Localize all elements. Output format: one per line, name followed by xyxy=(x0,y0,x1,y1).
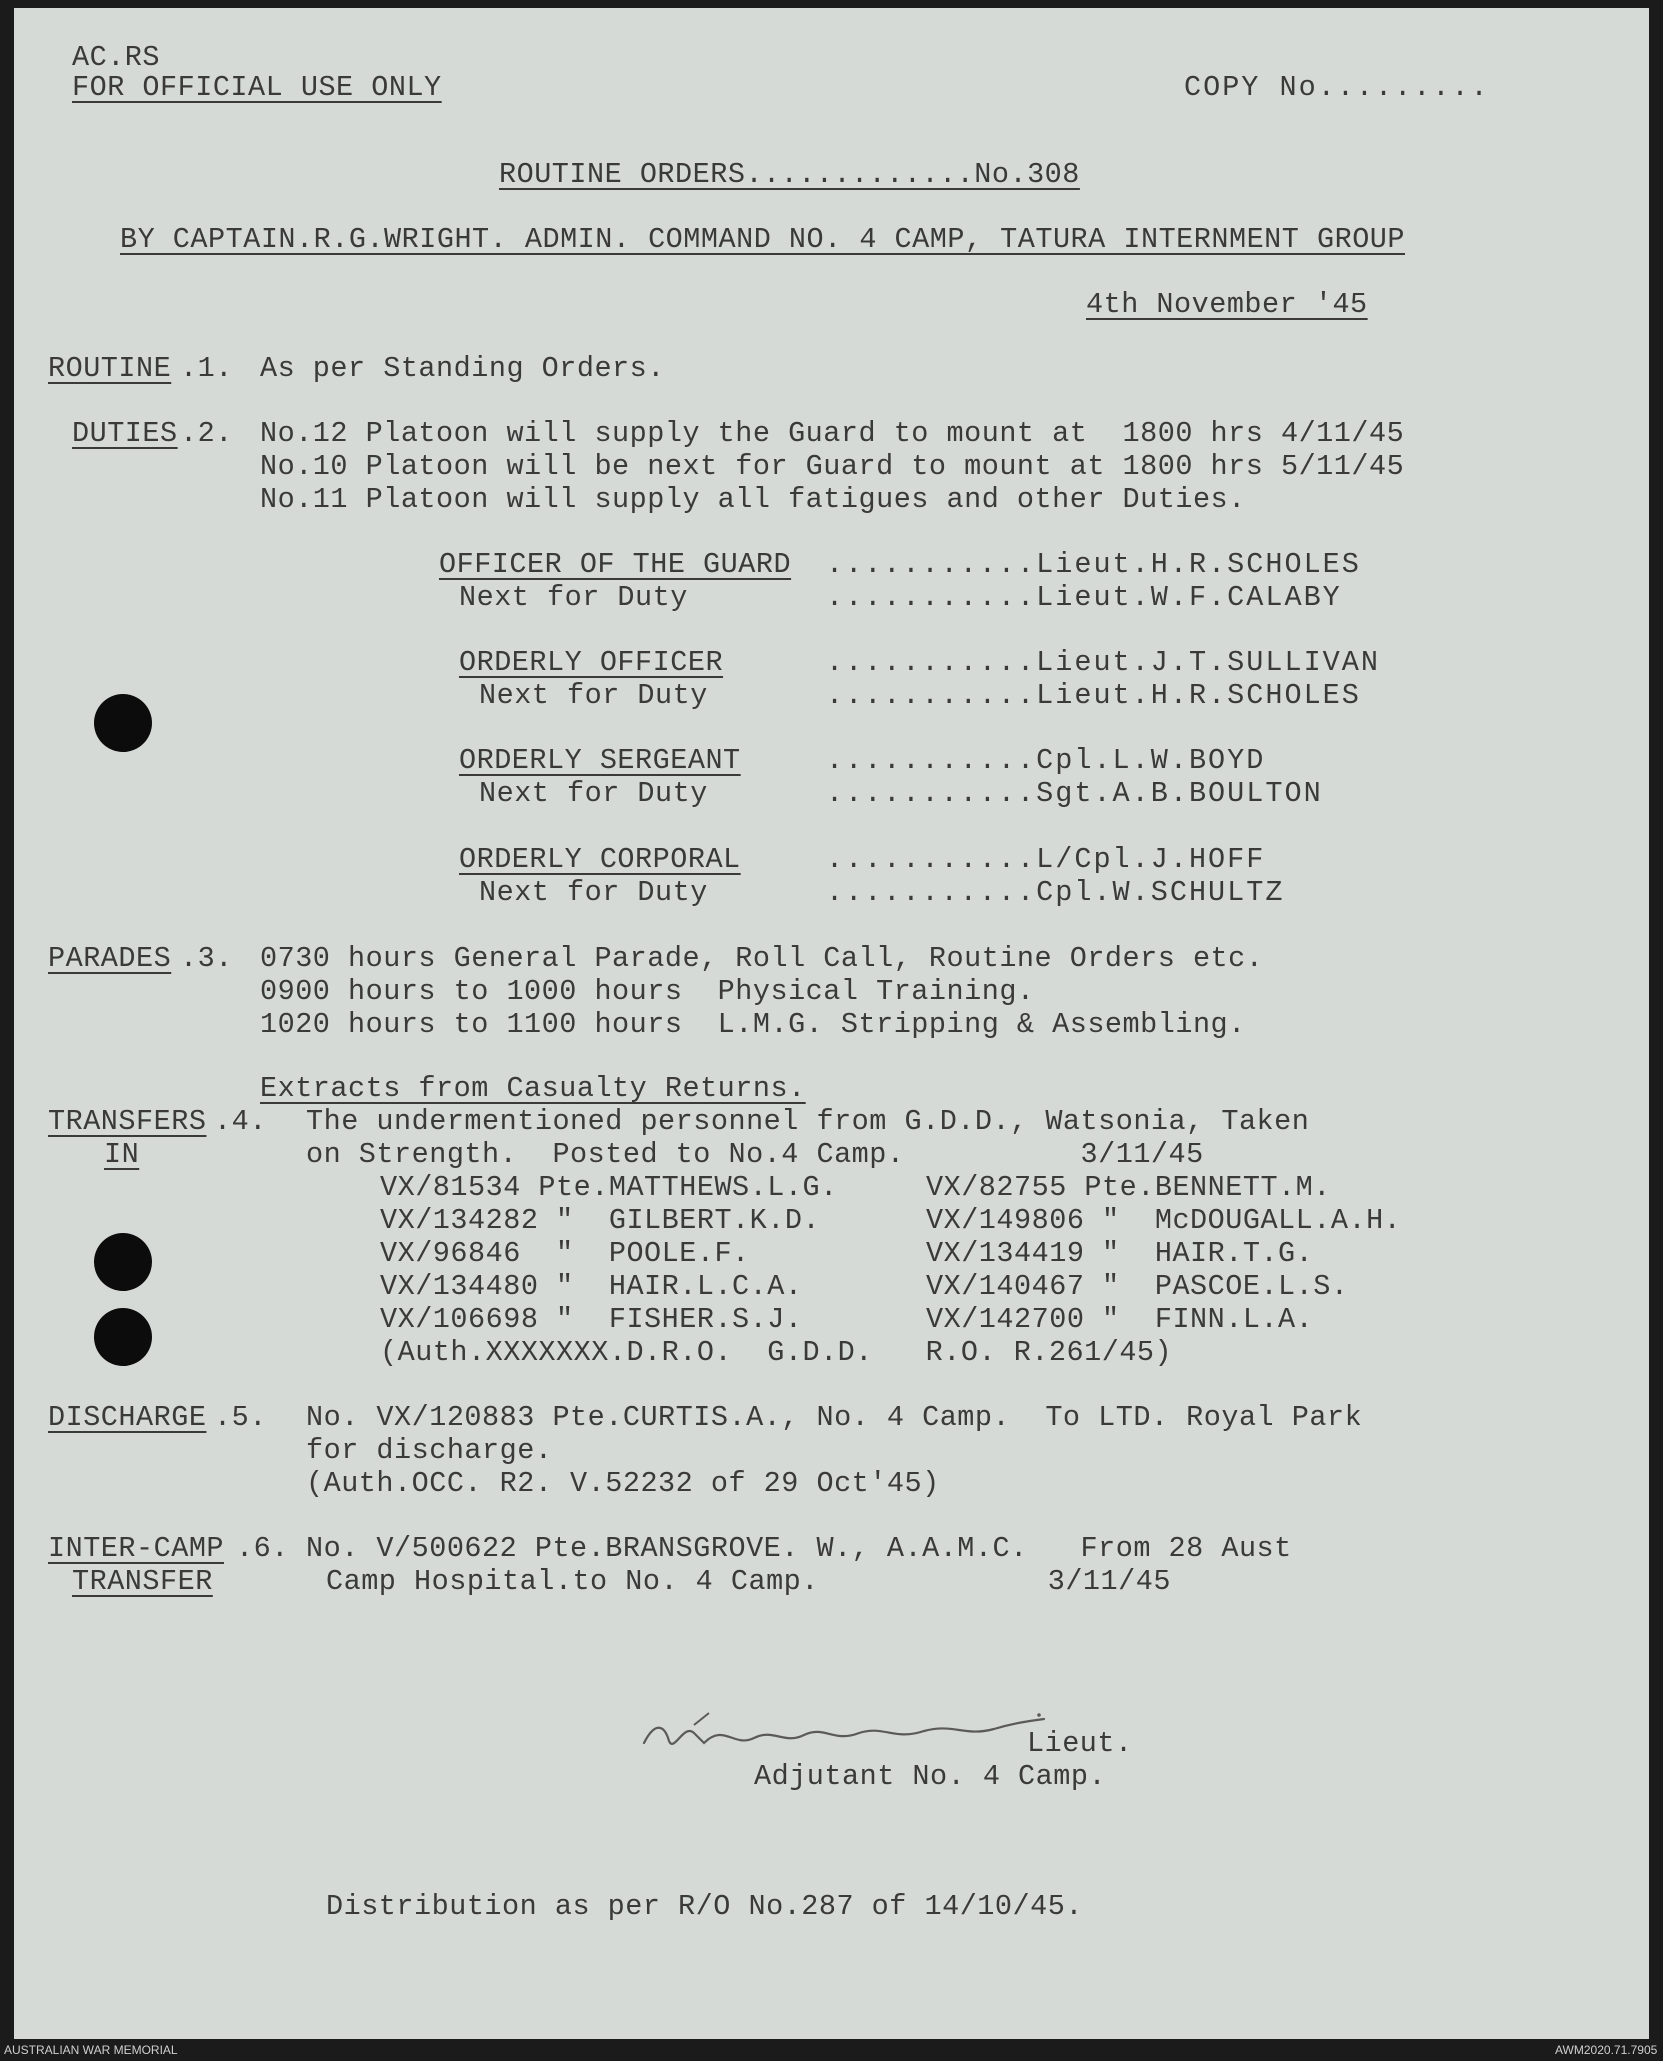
signatory-rank: Lieut. xyxy=(1027,1727,1133,1760)
restriction-notice: FOR OFFICIAL USE ONLY xyxy=(72,71,442,104)
transfers-label-in: IN xyxy=(104,1138,140,1171)
duties-line: No.10 Platoon will be next for Guard to mount at 1800 hrs 5/11/45 xyxy=(260,450,1405,483)
intercamp-line: No. V/500622 Pte.BRANSGROVE. W., A.A.M.C. From 28 Aust xyxy=(306,1532,1292,1565)
routine-text: As per Standing Orders. xyxy=(260,352,665,385)
reference-code: AC.RS xyxy=(72,41,161,74)
transfers-line: The undermentioned personnel from G.D.D., Watsonia, Taken xyxy=(306,1105,1310,1138)
discharge-line: (Auth.OCC. R2. V.52232 of 29 Oct'45) xyxy=(306,1467,940,1500)
roster-name: ...........Cpl.L.W.BOYD xyxy=(826,744,1266,777)
roster-next-label: Next for Duty xyxy=(479,679,708,712)
copy-number: COPY No......... xyxy=(1184,71,1490,104)
routine-label: ROUTINE xyxy=(48,352,172,385)
roster-name: ...........Lieut.H.R.SCHOLES xyxy=(826,548,1361,581)
document-page xyxy=(14,8,1649,2039)
personnel-entry: VX/149806 " McDOUGALL.A.H. xyxy=(926,1204,1402,1237)
routine-number: .1. xyxy=(180,352,233,385)
discharge-label: DISCHARGE xyxy=(48,1401,207,1434)
document-date: 4th November '45 xyxy=(1086,288,1368,321)
duties-line: No.12 Platoon will supply the Guard to mount at 1800 hrs 4/11/45 xyxy=(260,417,1405,450)
duties-label: DUTIES xyxy=(72,417,178,450)
intercamp-label-transfer: TRANSFER xyxy=(72,1565,213,1598)
roster-name: ...........L/Cpl.J.HOFF xyxy=(826,843,1266,876)
roster-next-label: Next for Duty xyxy=(459,581,688,614)
roster-next-label: Next for Duty xyxy=(479,876,708,909)
roster-role: ORDERLY OFFICER xyxy=(459,646,724,679)
footer-credit: AUSTRALIAN WAR MEMORIAL xyxy=(4,2043,178,2057)
parades-label: PARADES xyxy=(48,942,172,975)
signature-image xyxy=(634,1703,1094,1763)
personnel-entry: VX/134282 " GILBERT.K.D. xyxy=(380,1204,821,1237)
roster-next-name: ...........Lieut.W.F.CALABY xyxy=(826,581,1342,614)
punch-hole xyxy=(94,694,152,752)
duties-line: No.11 Platoon will supply all fatigues and other Duties. xyxy=(260,483,1246,516)
roster-role: OFFICER OF THE GUARD xyxy=(439,548,792,581)
personnel-entry: VX/96846 " POOLE.F. xyxy=(380,1237,750,1270)
roster-next-label: Next for Duty xyxy=(479,777,708,810)
personnel-entry: VX/106698 " FISHER.S.J. xyxy=(380,1303,803,1336)
transfers-number: .4. xyxy=(214,1105,267,1138)
parades-number: .3. xyxy=(180,942,233,975)
personnel-entry: VX/134419 " HAIR.T.G. xyxy=(926,1237,1314,1270)
transfers-line: on Strength. Posted to No.4 Camp. 3/11/45 xyxy=(306,1138,1204,1171)
footer-accession: AWM2020.71.7905 xyxy=(1555,2043,1658,2057)
transfers-label: TRANSFERS xyxy=(48,1105,207,1138)
parades-line: 1020 hours to 1100 hours L.M.G. Stripping & Assembling. xyxy=(260,1008,1246,1041)
discharge-number: .5. xyxy=(214,1401,267,1434)
personnel-entry: VX/142700 " FINN.L.A. xyxy=(926,1303,1314,1336)
roster-name: ...........Lieut.J.T.SULLIVAN xyxy=(826,646,1380,679)
intercamp-label: INTER-CAMP xyxy=(48,1532,225,1565)
personnel-entry: VX/81534 Pte.MATTHEWS.L.G. xyxy=(380,1171,838,1204)
extracts-heading: Extracts from Casualty Returns. xyxy=(260,1072,806,1105)
roster-role: ORDERLY SERGEANT xyxy=(459,744,741,777)
punch-hole xyxy=(94,1233,152,1291)
personnel-entry: VX/140467 " PASCOE.L.S. xyxy=(926,1270,1349,1303)
duties-number: .2. xyxy=(180,417,233,450)
issuer-line: BY CAPTAIN.R.G.WRIGHT. ADMIN. COMMAND NO. 4 CAMP, TATURA INTERNMENT GROUP xyxy=(120,223,1406,256)
parades-line: 0900 hours to 1000 hours Physical Training. xyxy=(260,975,1035,1008)
roster-role: ORDERLY CORPORAL xyxy=(459,843,741,876)
signatory-position: Adjutant No. 4 Camp. xyxy=(754,1760,1107,1793)
roster-next-name: ...........Cpl.W.SCHULTZ xyxy=(826,876,1285,909)
distribution-note: Distribution as per R/O No.287 of 14/10/45. xyxy=(326,1890,1083,1923)
roster-next-name: ...........Lieut.H.R.SCHOLES xyxy=(826,679,1361,712)
transfers-authority: (Auth.XXXXXXX.D.R.O. G.D.D. R.O. R.261/45) xyxy=(380,1336,1173,1369)
intercamp-line: Camp Hospital.to No. 4 Camp. 3/11/45 xyxy=(326,1565,1171,1598)
parades-line: 0730 hours General Parade, Roll Call, Routine Orders etc. xyxy=(260,942,1264,975)
intercamp-number: .6. xyxy=(236,1532,289,1565)
roster-next-name: ...........Sgt.A.B.BOULTON xyxy=(826,777,1323,810)
personnel-entry: VX/134480 " HAIR.L.C.A. xyxy=(380,1270,803,1303)
document-title: ROUTINE ORDERS.............No.308 xyxy=(499,158,1080,191)
punch-hole xyxy=(94,1308,152,1366)
discharge-line: for discharge. xyxy=(306,1434,553,1467)
personnel-entry: VX/82755 Pte.BENNETT.M. xyxy=(926,1171,1331,1204)
discharge-line: No. VX/120883 Pte.CURTIS.A., No. 4 Camp. To LTD. Royal Park xyxy=(306,1401,1363,1434)
